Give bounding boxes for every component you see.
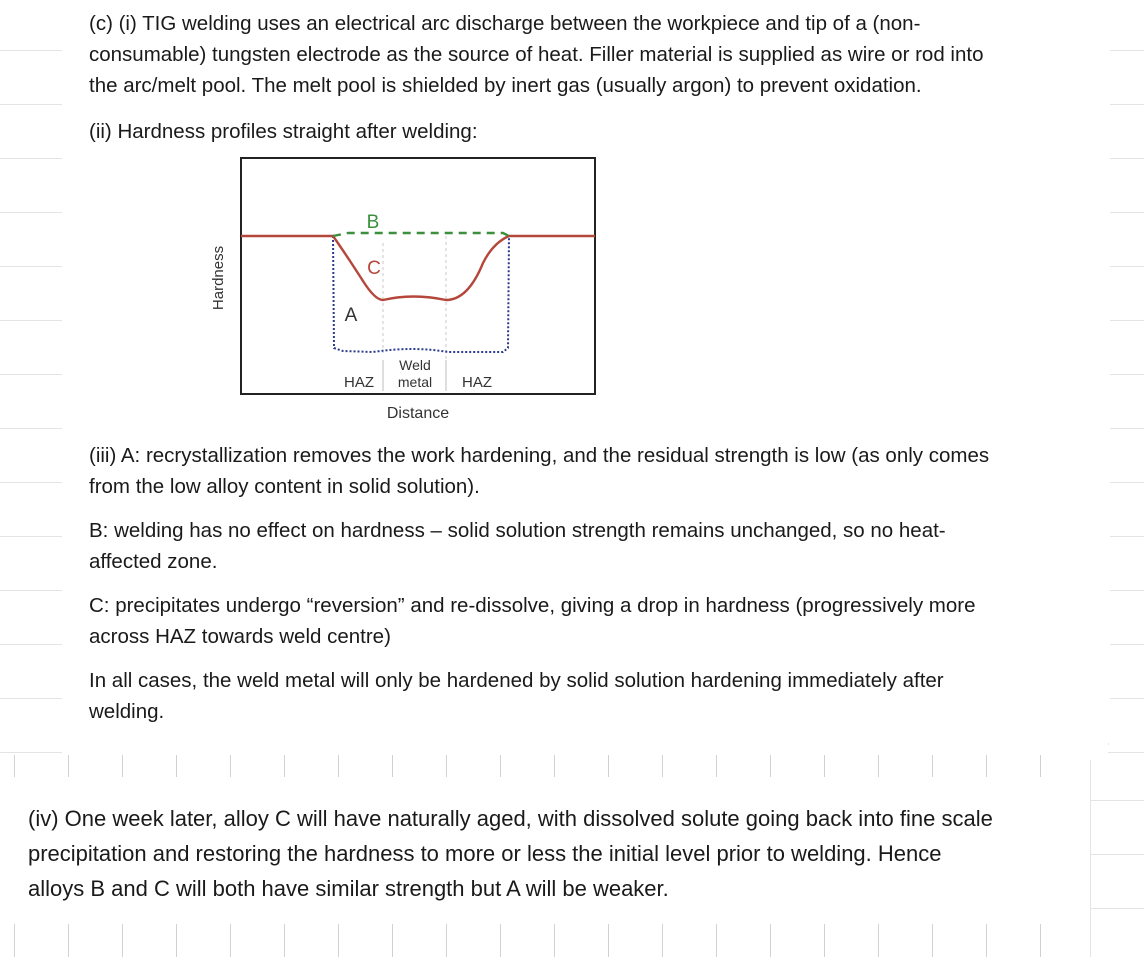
grid-line (0, 536, 62, 537)
part-c-ii-heading (89, 116, 478, 147)
grid-tick (14, 924, 15, 957)
text-line: alloys B and C will both have similar strength but A will be weaker. (28, 876, 669, 901)
grid-line (1090, 854, 1144, 855)
grid-line (1108, 158, 1144, 159)
grid-line (0, 158, 62, 159)
grid-line (0, 698, 62, 699)
grid-line (1090, 908, 1144, 909)
grid-line (0, 104, 62, 105)
grid-line (1108, 752, 1144, 753)
grid-tick (824, 924, 825, 957)
grid-line (1108, 212, 1144, 213)
grid-line (1108, 482, 1144, 483)
grid-line (0, 644, 62, 645)
grid-line (1108, 644, 1144, 645)
grid-line (1108, 428, 1144, 429)
zone-label-metal: metal (397, 374, 433, 390)
grid-tick (932, 755, 933, 777)
grid-tick (932, 924, 933, 957)
grid-tick (608, 924, 609, 957)
grid-tick (1040, 755, 1041, 777)
grid-tick (878, 924, 879, 957)
zone-label-weld: Weld (399, 357, 431, 373)
grid-tick (554, 755, 555, 777)
curve-b (333, 233, 509, 236)
hardness-profile-figure (203, 148, 603, 426)
grid-tick (716, 755, 717, 777)
grid-tick (122, 924, 123, 957)
grid-tick (608, 755, 609, 777)
text-line: C: precipitates undergo “reversion” and re-dissolve, giving a drop in hardness (progressively more (89, 594, 976, 617)
grid-tick (554, 924, 555, 957)
grid-tick (284, 755, 285, 777)
grid-line (1108, 590, 1144, 591)
grid-tick (1040, 924, 1041, 957)
part-c-iv-text (28, 801, 993, 906)
grid-line (1108, 266, 1144, 267)
grid-line (1108, 320, 1144, 321)
grid-tick (176, 924, 177, 957)
grid-tick (662, 924, 663, 957)
grid-tick (122, 755, 123, 777)
grid-tick (986, 755, 987, 777)
part-c-iii-summary-text (89, 665, 944, 727)
text-line: affected zone. (89, 550, 218, 573)
grid-tick (284, 924, 285, 957)
text-line: from the low alloy content in solid solution). (89, 475, 480, 498)
text-line: (ii) Hardness profiles straight after welding: (89, 120, 478, 143)
grid-line (1108, 698, 1144, 699)
grid-tick (770, 755, 771, 777)
x-axis-label: Distance (386, 405, 450, 422)
part-c-iii-a-text (89, 440, 989, 502)
grid-tick (716, 924, 717, 957)
grid-tick (824, 755, 825, 777)
curve-label-a: A (344, 305, 358, 326)
grid-line (1108, 374, 1144, 375)
grid-tick (230, 755, 231, 777)
grid-line (0, 374, 62, 375)
grid-tick (500, 755, 501, 777)
grid-tick (662, 755, 663, 777)
curve-a (333, 236, 509, 352)
text-line: across HAZ towards weld centre) (89, 625, 391, 648)
text-line: (c) (i) TIG welding uses an electrical arc discharge between the workpiece and tip of a (non- (89, 12, 921, 35)
curve-label-c: C (367, 258, 381, 279)
grid-line (0, 266, 62, 267)
grid-tick (500, 924, 501, 957)
grid-tick (446, 755, 447, 777)
text-line: (iii) A: recrystallization removes the work hardening, and the residual strength is low (as only comes (89, 444, 990, 467)
grid-tick (338, 924, 339, 957)
grid-tick (986, 924, 987, 957)
grid-line (1108, 536, 1144, 537)
part-c-iii-b-text (89, 515, 946, 577)
grid-line (1108, 50, 1144, 51)
zone-label-haz-left: HAZ (344, 374, 374, 391)
text-line: B: welding has no effect on hardness – solid solution strength remains unchanged, so no heat- (89, 519, 946, 542)
grid-tick (446, 924, 447, 957)
grid-tick (68, 755, 69, 777)
grid-line (0, 590, 62, 591)
part-c-iii-c-text (89, 590, 975, 652)
hardness-profile-diagram (203, 148, 603, 426)
grid-tick (338, 755, 339, 777)
zone-label-haz-right: HAZ (462, 374, 492, 391)
grid-line (1090, 800, 1144, 801)
grid-line (0, 320, 62, 321)
text-line: welding. (89, 700, 165, 723)
grid-tick (392, 924, 393, 957)
text-line: consumable) tungsten electrode as the source of heat. Filler material is supplied as wire or rod into (89, 43, 984, 66)
text-line: precipitation and restoring the hardness to more or less the initial level prior to welding. Hence (28, 841, 942, 866)
grid-tick (14, 755, 15, 777)
part-c-i-text (89, 8, 983, 101)
text-line: (iv) One week later, alloy C will have naturally aged, with dissolved solute going back into fine scale (28, 806, 993, 831)
grid-line (0, 212, 62, 213)
grid-tick (68, 924, 69, 957)
grid-line (1090, 760, 1091, 957)
grid-line (0, 50, 62, 51)
curve-c (241, 236, 595, 300)
curve-label-b: B (366, 212, 380, 233)
y-axis-label: Hardness (210, 245, 227, 311)
grid-tick (770, 924, 771, 957)
grid-tick (176, 755, 177, 777)
grid-line (0, 752, 62, 753)
text-line: the arc/melt pool. The melt pool is shielded by inert gas (usually argon) to prevent oxidation. (89, 74, 922, 97)
grid-line (0, 428, 62, 429)
grid-tick (230, 924, 231, 957)
grid-line (0, 482, 62, 483)
text-line: In all cases, the weld metal will only be hardened by solid solution hardening immediately after (89, 669, 944, 692)
grid-tick (392, 755, 393, 777)
grid-tick (878, 755, 879, 777)
grid-line (1108, 104, 1144, 105)
